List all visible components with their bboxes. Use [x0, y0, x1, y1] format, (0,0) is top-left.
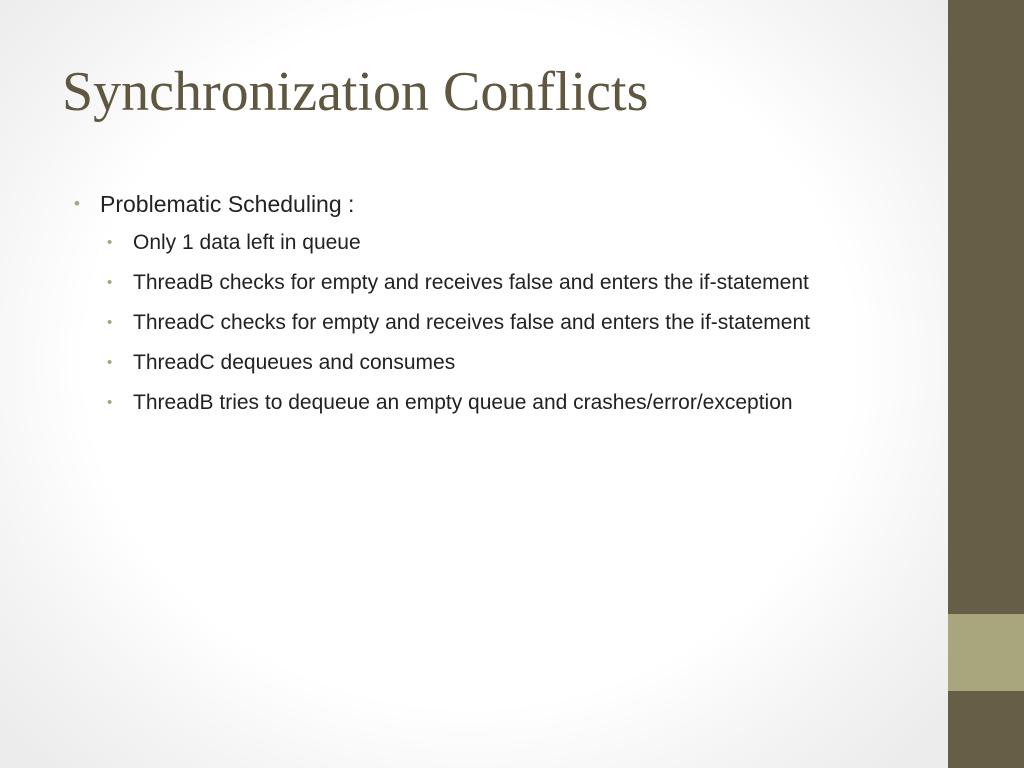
sub-bullet-text: ThreadB tries to dequeue an empty queue and crashes/error/exception	[133, 391, 793, 414]
main-bullet-item	[74, 187, 874, 221]
sub-bullet-text: ThreadB checks for empty and receives false and enters the if-statement	[133, 271, 809, 294]
slide-content	[74, 187, 874, 426]
bullet-dot-icon: •	[107, 234, 113, 251]
sub-bullet-list	[74, 226, 874, 420]
sub-bullet-text: Only 1 data left in queue	[133, 231, 361, 254]
sub-bullet-item	[107, 386, 827, 420]
bullet-dot-icon: •	[74, 194, 80, 213]
sub-bullet-text: ThreadC dequeues and consumes	[133, 351, 456, 374]
main-bullet-text: Problematic Scheduling :	[100, 191, 355, 217]
sub-bullet-item	[107, 266, 827, 300]
bullet-dot-icon: •	[107, 354, 113, 371]
sub-bullet-text: ThreadC checks for empty and receives false and enters the if-statement	[133, 311, 810, 334]
sub-bullet-item	[107, 226, 827, 260]
bullet-dot-icon: •	[107, 394, 113, 411]
sub-bullet-item	[107, 306, 827, 340]
slide-title: Synchronization Conflicts	[62, 61, 649, 123]
bullet-dot-icon: •	[107, 314, 113, 331]
sub-bullet-item	[107, 346, 827, 380]
side-accent-block	[948, 614, 1024, 691]
bullet-dot-icon: •	[107, 274, 113, 291]
